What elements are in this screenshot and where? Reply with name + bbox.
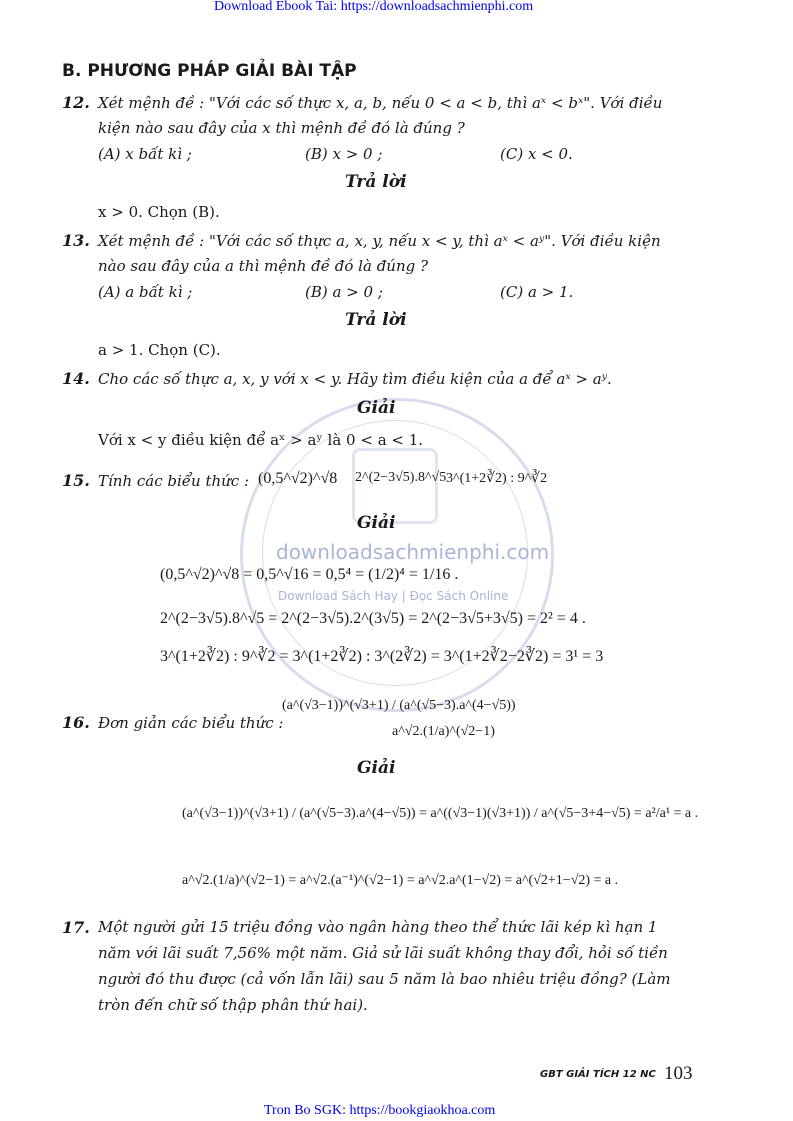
problem-14-number: 14. [62, 369, 90, 388]
bottom-download-link[interactable]: Tron Bo SGK: https://bookgiaokhoa.com [264, 1103, 496, 1118]
problem-12-option-b: (B) x > 0 ; [305, 145, 383, 163]
footer-book-title: GBT GIẢI TÍCH 12 NC [540, 1069, 656, 1080]
problem-13-option-c: (C) a > 1. [500, 283, 574, 301]
problem-16-solution-1: (a^(√3−1))^(√3+1) / (a^(√5−3).a^(4−√5)) = a^((√3−1)(√3+1)) / a^(√5−3+4−√5) = a²/a¹ = a . [182, 806, 699, 821]
problem-15-expression-3: 3^(1+2∛2) : 9^∛2 [446, 471, 548, 486]
problem-15-solution-1: (0,5^√2)^√8 = 0,5^√16 = 0,5⁴ = (1/2)⁴ = 1/16 . [160, 566, 459, 583]
problem-12-number: 12. [62, 93, 90, 112]
problem-12-line-2: kiện nào sau đây của x thì mệnh đề đó là đúng ? [98, 119, 465, 137]
problem-17-number: 17. [62, 918, 90, 937]
problem-14-line-1: Cho các số thực a, x, y với x < y. Hãy tìm điều kiện của a để aˣ > aʸ. [98, 370, 612, 388]
problem-15-number: 15. [62, 471, 90, 490]
problem-15-expression-1: (0,5^√2)^√8 [258, 470, 338, 487]
problem-17-line-3: người đó thu được (cả vốn lẫn lãi) sau 5 năm là bao nhiêu triệu đồng? (Làm [98, 970, 671, 988]
problem-14-solution-label: Giải [357, 398, 396, 418]
problem-12-line-1: Xét mệnh đề : "Với các số thực x, a, b, nếu 0 < a < b, thì aˣ < bˣ". Với điều [98, 94, 663, 112]
problem-14-answer: Với x < y điều kiện để aˣ > aʸ là 0 < a < 1. [98, 431, 424, 449]
problem-13-answer-label: Trả lời [345, 310, 407, 330]
problem-13-option-b: (B) a > 0 ; [305, 283, 383, 301]
watermark-domain: downloadsachmienphi.com [276, 540, 550, 564]
problem-16-solution-label: Giải [357, 758, 396, 778]
problem-13-line-1: Xét mệnh đề : "Với các số thực a, x, y, nếu x < y, thì aˣ < aʸ". Với điều kiện [98, 232, 661, 250]
page-number: 103 [664, 1063, 693, 1084]
problem-16-expression-1: (a^(√3−1))^(√3+1) / (a^(√5−3).a^(4−√5)) [282, 698, 516, 713]
problem-17-line-4: tròn đến chữ số thập phân thứ hai). [98, 996, 368, 1014]
problem-13-option-a: (A) a bất kì ; [98, 283, 193, 301]
problem-12-answer: x > 0. Chọn (B). [98, 203, 220, 221]
problem-16-number: 16. [62, 713, 90, 732]
problem-15-solution-3: 3^(1+2∛2) : 9^∛2 = 3^(1+2∛2) : 3^(2∛2) = 3^(1+2∛2−2∛2) = 3¹ = 3 [160, 648, 604, 665]
problem-13-line-2: nào sau đây của a thì mệnh đề đó là đúng ? [98, 257, 429, 275]
top-download-link[interactable]: Download Ebook Tai: https://downloadsachmienphi.com [214, 0, 534, 14]
problem-16-expression-2: a^√2.(1/a)^(√2−1) [392, 724, 495, 739]
problem-13-number: 13. [62, 231, 90, 250]
watermark-tagline: Download Sách Hay | Đọc Sách Online [278, 589, 509, 603]
problem-16-solution-2: a^√2.(1/a)^(√2−1) = a^√2.(a⁻¹)^(√2−1) = a^√2.a^(1−√2) = a^(√2+1−√2) = a . [182, 873, 619, 888]
problem-13-answer: a > 1. Chọn (C). [98, 341, 221, 359]
problem-15-solution-label: Giải [357, 513, 396, 533]
section-title: B. PHƯƠNG PHÁP GIẢI BÀI TẬP [62, 61, 357, 81]
problem-12-option-a: (A) x bất kì ; [98, 145, 192, 163]
problem-15-expression-2: 2^(2−3√5).8^√5 [355, 470, 447, 485]
problem-17-line-2: năm với lãi suất 7,56% một năm. Giả sử lãi suất không thay đổi, hỏi số tiền [98, 944, 668, 962]
problem-16-prompt: Đơn giản các biểu thức : [98, 714, 284, 732]
problem-12-answer-label: Trả lời [345, 172, 407, 192]
problem-15-solution-2: 2^(2−3√5).8^√5 = 2^(2−3√5).2^(3√5) = 2^(2−3√5+3√5) = 2² = 4 . [160, 610, 586, 627]
problem-17-line-1: Một người gửi 15 triệu đồng vào ngân hàng theo thể thức lãi kép kì hạn 1 [98, 918, 658, 936]
problem-12-option-c: (C) x < 0. [500, 145, 573, 163]
problem-15-prompt: Tính các biểu thức : [98, 472, 250, 490]
